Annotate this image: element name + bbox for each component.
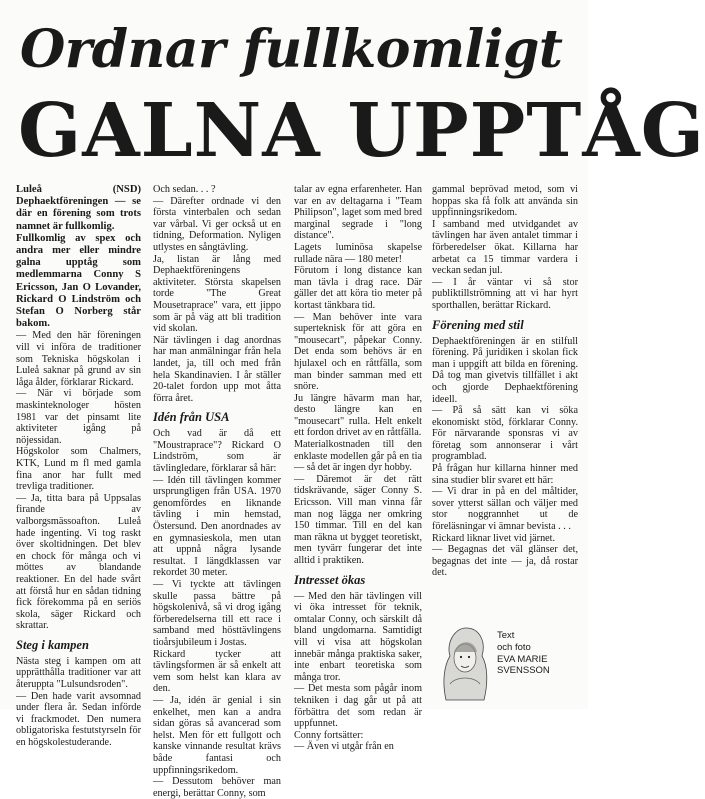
- paragraph: Ja, listan är lång med Dephaektföreningens aktiviteter. Största skapelsen torde "The Great Mousetraprace" vara, ett jippo som är på väg att bli tradition vid skolan.: [153, 253, 281, 335]
- paragraph: Dephaektföreningen är en stilfull förening. På juridiken i skolan fick man i uppgift att bilda en förening. Då tog man givetvis tillfället i akt och gjorde Dephaektförening ideell.: [432, 335, 578, 405]
- paragraph: Och sedan. . . ?: [153, 184, 216, 195]
- byline-name-1: EVA MARIE: [497, 654, 548, 665]
- paragraph: — Dessutom behöver man energi, berättar Conny, som: [153, 776, 281, 799]
- author-photo: [436, 622, 492, 702]
- paragraph: — Vi drar in på en del måltider, sover ytterst sällan och väljer med stor noggrannhet ut de föreläsningar vi ämnar bevista . . .: [432, 486, 578, 533]
- paragraph: Och vad är då ett "Moustraprace"? Rickard O Lindström, som är tävlingledare, förklarar så här:: [153, 428, 281, 475]
- paragraph: Ju längre hävarm man har, desto längre kan en "mousecart" rulla. Helt enkelt ett fordon drivet av en råttfälla.: [294, 392, 422, 439]
- paragraph: — Det mesta som pågår inom tekniken i dag går ut på att förbättra det som redan är uppfunnet.: [294, 683, 422, 730]
- subheading: Steg i kampen: [16, 637, 89, 652]
- subheading: Förening med stil: [432, 317, 524, 332]
- paragraph: — Begagnas det väl glänser det, begagnas det inte — ja, då rostar det.: [432, 544, 578, 579]
- article-column-2: [153, 184, 281, 799]
- byline: [497, 630, 587, 676]
- paragraph: — I år väntar vi så stor publiktillströmning att vi har hyrt sporthallen, berättar Rickard.: [432, 276, 578, 311]
- paragraph: — Den hade varit avsomnad under flera år. Sedan införde vi frackmodet. Den numera obligatoriska festutstyrseln för en högskolestuderande.: [16, 690, 141, 749]
- paragraph: — Idén till tävlingen kommer ursprungligen från USA. 1970 genomfördes en liknande tävling i min hemstad, Östersund. Den anordnades av en gymnasieskola, men utan att uppnå några lysande resultat. I längdklassen var rekordet 30 meter.: [153, 474, 281, 579]
- byline-role-1: Text: [497, 630, 515, 641]
- paragraph: talar av egna erfarenheter. Han var en av deltagarna i "Team Philipson", laget som med bred marginal segrade i "long distance".: [294, 184, 422, 242]
- byline-name-2: SVENSSON: [497, 665, 550, 676]
- paragraph: Nästa steg i kampen om att upprätthålla traditioner var att återuppta "Lulsundsroden".: [16, 655, 141, 691]
- paragraph: Conny fortsätter:: [294, 729, 364, 741]
- paragraph: — Med den här föreningen vill vi införa de traditioner som Tekniska högskolan i Luleå saknar på grund av sin låga ålder, förklarar Rickard.: [16, 330, 141, 388]
- headline-title: GALNA UPPTÅG: [18, 88, 705, 174]
- paragraph: — Även vi utgår från en: [294, 741, 394, 753]
- paragraph: — Därefter ordnade vi den första vinterbalen och sedan var vårbal. Vi ger också ut en tidning, Deformation. Nyligen utlystes en sångtävling.: [153, 195, 281, 253]
- paragraph: När tävlingen i dag anordnas har man anmälningar från hela landet, ja, till och med från hela Skandinavien. I år ställer 20-talet fordon upp mot åtta förra året.: [153, 334, 281, 404]
- subheading: Intresset ökas: [294, 572, 366, 587]
- lead-paragraph: Luleå (NSD) Dephaektföreningen — se där en förening som trots namnet är fullkomlig.: [16, 184, 141, 232]
- paragraph: — Ja, titta bara på Uppsalas firande av valborgsmässoafton. Luleå hade ingenting. Vi tog raskt över skoltidningen. Det blev en chock för många och vi möttes av blandande reaktioner. En del hade svårt att förstå hur en sådan tidning fick förekomma på en seriös skola, säger Rickard och skrattar.: [16, 492, 141, 632]
- paragraph: Lagets luminösa skapelse rullade nära — 180 meter!: [294, 241, 422, 265]
- article-column-1: [16, 184, 141, 749]
- paragraph: — När vi började som maskinteknologer hösten 1981 var det pinsamt lite aktiviteter igång på nöjessidan.: [16, 388, 141, 446]
- lead-paragraph: Fullkomlig av spex och andra mer eller mindre galna upptåg som medlemmarna Conny S Ericsson, Jan O Lovander, Rickard O Lindström och Stefan O Norberg står bakom.: [16, 232, 141, 330]
- paragraph: Rickard tycker att tävlingsformen är så enkelt att vem som helst kan klara av den.: [153, 648, 281, 695]
- paragraph: Materialkostnaden till den enklaste modellen går på en tia — så det är ingen dyr hobby.: [294, 439, 422, 474]
- paragraph: I samband med utvidgandet av tävlingen har även antalet timmar i förberedelser ökat. Killarna har arbetat ca 15 timmar vardera i veckan sedan jul.: [432, 218, 578, 277]
- paragraph: — Vi tyckte att tävlingen skulle passa bättre på högskolenivå, så vi drog igång förberedelserna till ett race i samband med hösttävlingens tioårsjubileum i Jostas.: [153, 579, 281, 648]
- paragraph: — Med den här tävlingen vill vi öka intresset för teknik, omtalar Conny, och särskilt då bland ungdomarna. Samtidigt vill vi visa att högskolan innebär många praktiska saker, inte enbart teoretiska som många tror.: [294, 590, 422, 683]
- paragraph: — På så sätt kan vi söka ekonomiskt stöd, förklarar Conny. För närvarande sponsras vi av företag som annonserar i vårt programblad.: [432, 405, 578, 463]
- paragraph: Förutom i long distance kan man tävla i drag race. Där gäller det att köra tio meter på kortast tänkbara tid.: [294, 265, 422, 311]
- paragraph: gammal beprövad metod, som vi hoppas ska få folk att använda sin uppfinningsrikedom.: [432, 184, 578, 219]
- headline-kicker: Ordnar fullkomligt: [20, 19, 563, 80]
- paragraph: Rickard liknar livet vid järnet.: [432, 532, 556, 544]
- paragraph: — Däremot är det rätt tidskrävande, säger Conny S. Ericsson. Vill man vinna får man nog lägga ner omkring 150 timmar. Till en del kan man räkna ut bygget teoretiskt, men tyvärr fungerar det inte alltid i praktiken.: [294, 473, 422, 566]
- byline-role-2: och foto: [497, 642, 531, 653]
- paragraph: På frågan hur killarna hinner med sina studier blir svaret ett här:: [432, 463, 578, 486]
- paragraph: — Ja, idén är genial i sin enkelhet, men kan a andra sidan göras så avancerad som helst. Men för ett fullgott och kanske vinnande resultat krävs både fantasi och uppfinningsrikedom.: [153, 694, 281, 776]
- paragraph: Högskolor som Chalmers, KTK, Lund m fl med gamla fina anor har fullt med trevliga traditioner.: [16, 446, 141, 493]
- subheading: Idén från USA: [153, 410, 230, 425]
- article-column-3: [294, 184, 422, 753]
- paragraph: — Man behöver inte vara superteknisk för att göra en "mousecart", påpekar Conny. Det enda som behövs är en hjulaxel och en råttfälla, som man binder samman med ett snöre.: [294, 311, 422, 393]
